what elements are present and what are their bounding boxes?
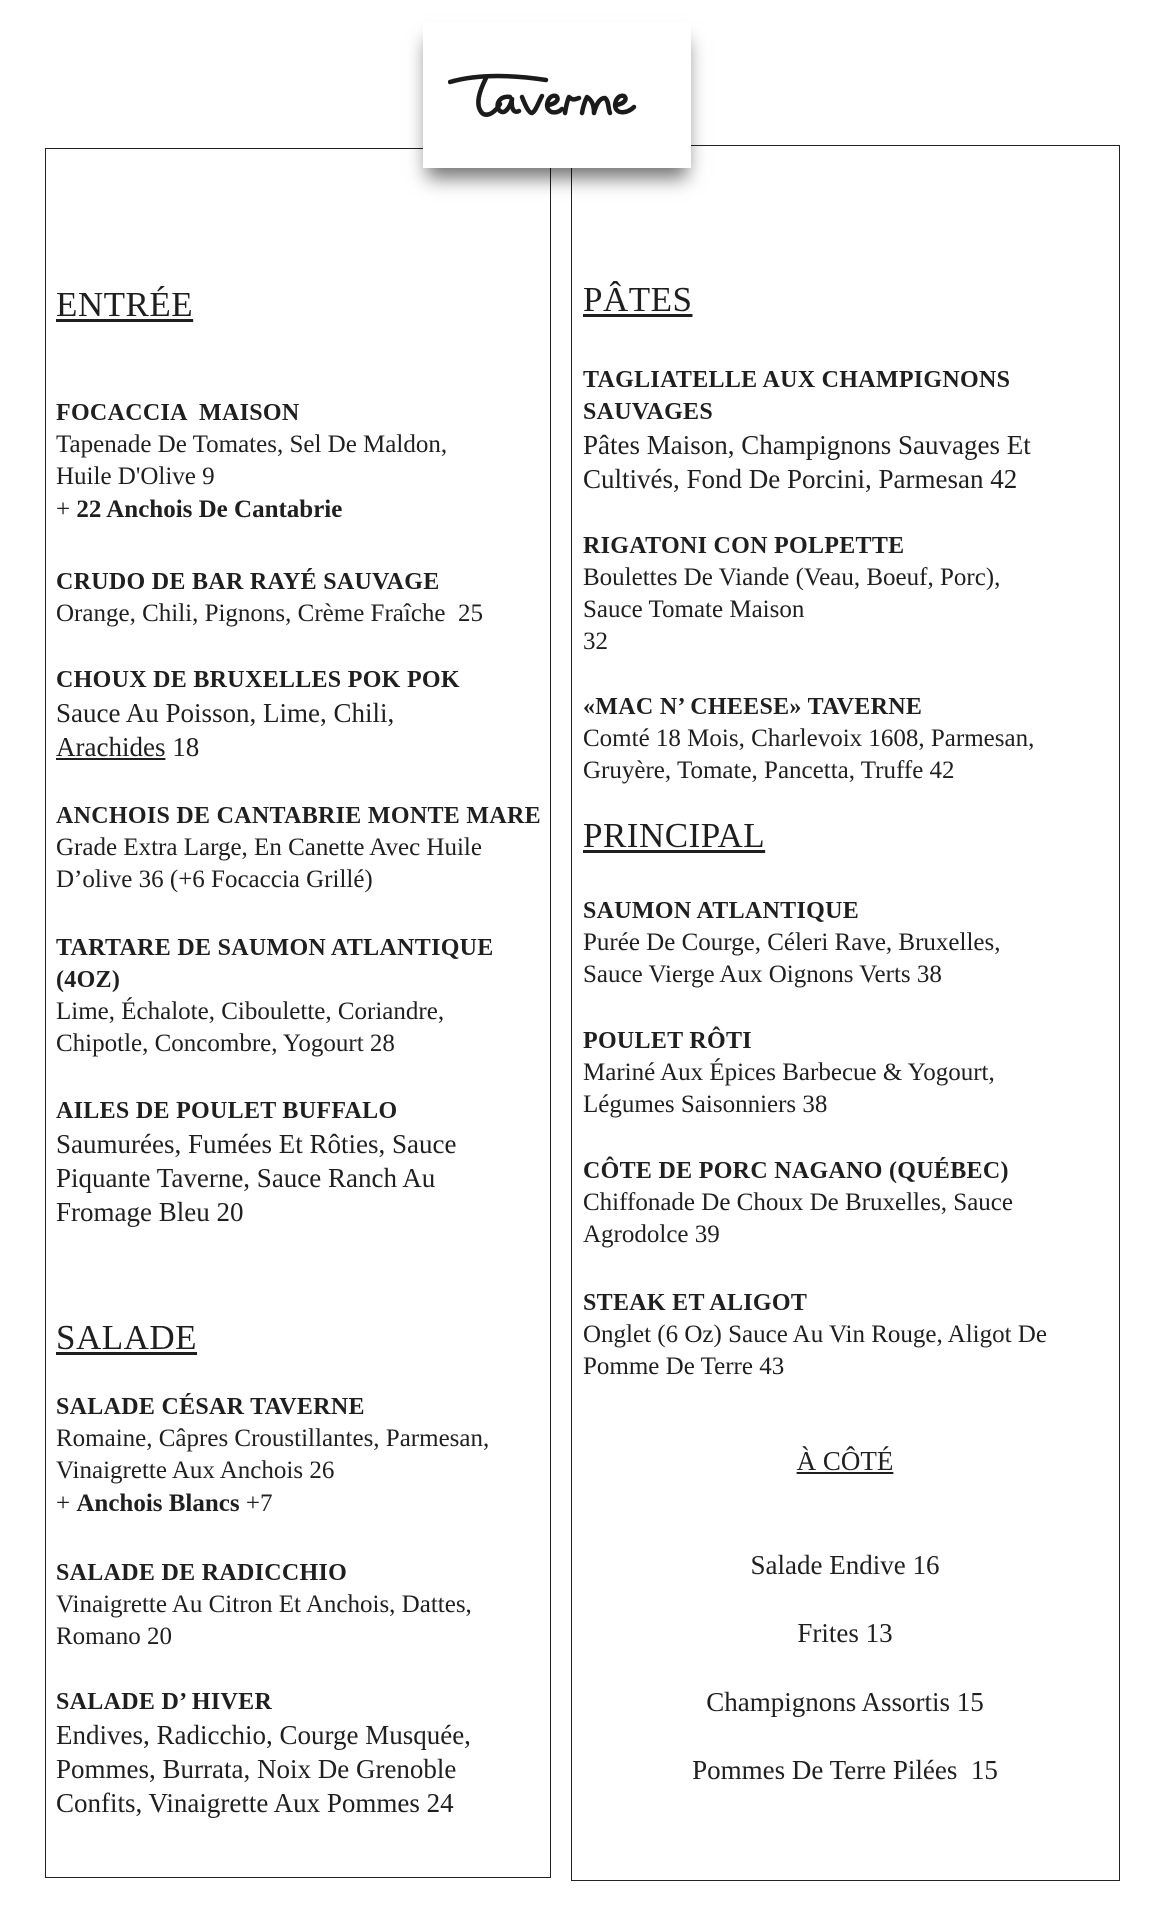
- menu-item: [583, 895, 1083, 991]
- entree-heading: ENTRÉE: [56, 285, 194, 324]
- item-name: «MAC N’ CHEESE» TAVERNE: [583, 694, 923, 720]
- item-extra: + 22 Anchois De Cantabrie: [56, 496, 343, 523]
- side-item: Frites 13: [797, 1618, 893, 1648]
- item-description: Vinaigrette Au Citron Et Anchois, Dattes, Romano 20: [56, 1591, 472, 1650]
- menu-item: [56, 1686, 556, 1820]
- item-name: FOCACCIA MAISON: [56, 400, 300, 426]
- salade-heading: SALADE: [56, 1318, 198, 1357]
- item-description: Tapenade De Tomates, Sel De Maldon, Huile D'Olive 9: [56, 431, 448, 490]
- item-price: 32: [583, 628, 608, 655]
- item-description: Onglet (6 Oz) Sauce Au Vin Rouge, Aligot De Pomme De Terre 43: [583, 1321, 1047, 1380]
- menu-item: [583, 1287, 1083, 1383]
- menu-item: [56, 397, 556, 527]
- item-description: Grade Extra Large, En Canette Avec Huile D’olive 36 (+6 Focaccia Grillé): [56, 834, 482, 893]
- side-item: Champignons Assortis 15: [706, 1687, 984, 1717]
- item-name: TAGLIATELLE AUX CHAMPIGNONS SAUVAGES: [583, 367, 1011, 425]
- item-name: AILES DE POULET BUFFALO: [56, 1098, 398, 1124]
- menu-item: [56, 1557, 556, 1653]
- logo-card: [423, 22, 691, 168]
- menu-item: [56, 1391, 556, 1521]
- menu-item: [583, 364, 1083, 496]
- menu-item: [56, 566, 556, 630]
- item-name: RIGATONI CON POLPETTE: [583, 533, 905, 559]
- taverne-logo: [448, 67, 666, 123]
- principal-heading: PRINCIPAL: [583, 816, 766, 855]
- item-description: Purée De Courge, Céleri Rave, Bruxelles, Sauce Vierge Aux Oignons Verts 38: [583, 929, 1001, 988]
- item-description: Mariné Aux Épices Barbecue & Yogourt, Légumes Saisonniers 38: [583, 1059, 995, 1118]
- item-description: Romaine, Câpres Croustillantes, Parmesan, Vinaigrette Aux Anchois 26: [56, 1425, 490, 1484]
- item-description: Chiffonade De Choux De Bruxelles, Sauce Agrodolce 39: [583, 1189, 1013, 1248]
- menu-item: [583, 1025, 1083, 1121]
- item-description: Lime, Échalote, Ciboulette, Coriandre, Chipotle, Concombre, Yogourt 28: [56, 998, 445, 1057]
- a-cote-heading: À CÔTÉ: [796, 1446, 894, 1476]
- item-name: CÔTE DE PORC NAGANO (QUÉBEC): [583, 1158, 1009, 1184]
- item-name: SALADE DE RADICCHIO: [56, 1560, 348, 1586]
- side-item: Pommes De Terre Pilées 15: [692, 1755, 998, 1785]
- item-extra: + Anchois Blancs +7: [56, 1490, 273, 1517]
- item-description: Sauce Au Poisson, Lime, Chili, Arachides 18: [56, 698, 395, 762]
- menu-item: [56, 1095, 556, 1229]
- item-name: SAUMON ATLANTIQUE: [583, 898, 860, 924]
- menu-item: [583, 1155, 1083, 1251]
- item-description: Comté 18 Mois, Charlevoix 1608, Parmesan, Gruyère, Tomate, Pancetta, Truffe 42: [583, 725, 1035, 784]
- item-name: ANCHOIS DE CANTABRIE MONTE MARE: [56, 803, 541, 829]
- menu-item: [56, 664, 556, 764]
- pates-heading: PÂTES: [583, 280, 693, 319]
- menu-item: [583, 691, 1083, 787]
- item-name: SALADE D’ HIVER: [56, 1689, 273, 1715]
- arachides-note: Arachides: [56, 732, 166, 762]
- item-name: POULET RÔTI: [583, 1028, 752, 1054]
- item-description: Boulettes De Viande (Veau, Boeuf, Porc), Sauce Tomate Maison: [583, 564, 1001, 623]
- item-name: CHOUX DE BRUXELLES POK POK: [56, 667, 460, 693]
- menu-item: [56, 932, 556, 1060]
- menu-item: [56, 800, 556, 896]
- item-name: TARTARE DE SAUMON ATLANTIQUE (4OZ): [56, 935, 494, 993]
- item-name: SALADE CÉSAR TAVERNE: [56, 1394, 365, 1420]
- item-name: STEAK ET ALIGOT: [583, 1290, 808, 1316]
- item-description: Pâtes Maison, Champignons Sauvages Et Cultivés, Fond De Porcini, Parmesan 42: [583, 430, 1031, 494]
- item-description: Endives, Radicchio, Courge Musquée, Pommes, Burrata, Noix De Grenoble Confits, Vinaigrette Aux Pommes 24: [56, 1720, 471, 1818]
- menu-item: [583, 530, 1083, 658]
- item-description: Orange, Chili, Pignons, Crème Fraîche 25: [56, 600, 484, 627]
- item-name: CRUDO DE BAR RAYÉ SAUVAGE: [56, 569, 440, 595]
- side-item: Salade Endive 16: [750, 1550, 940, 1580]
- item-description: Saumurées, Fumées Et Rôties, Sauce Piquante Taverne, Sauce Ranch Au Fromage Bleu 20: [56, 1129, 457, 1227]
